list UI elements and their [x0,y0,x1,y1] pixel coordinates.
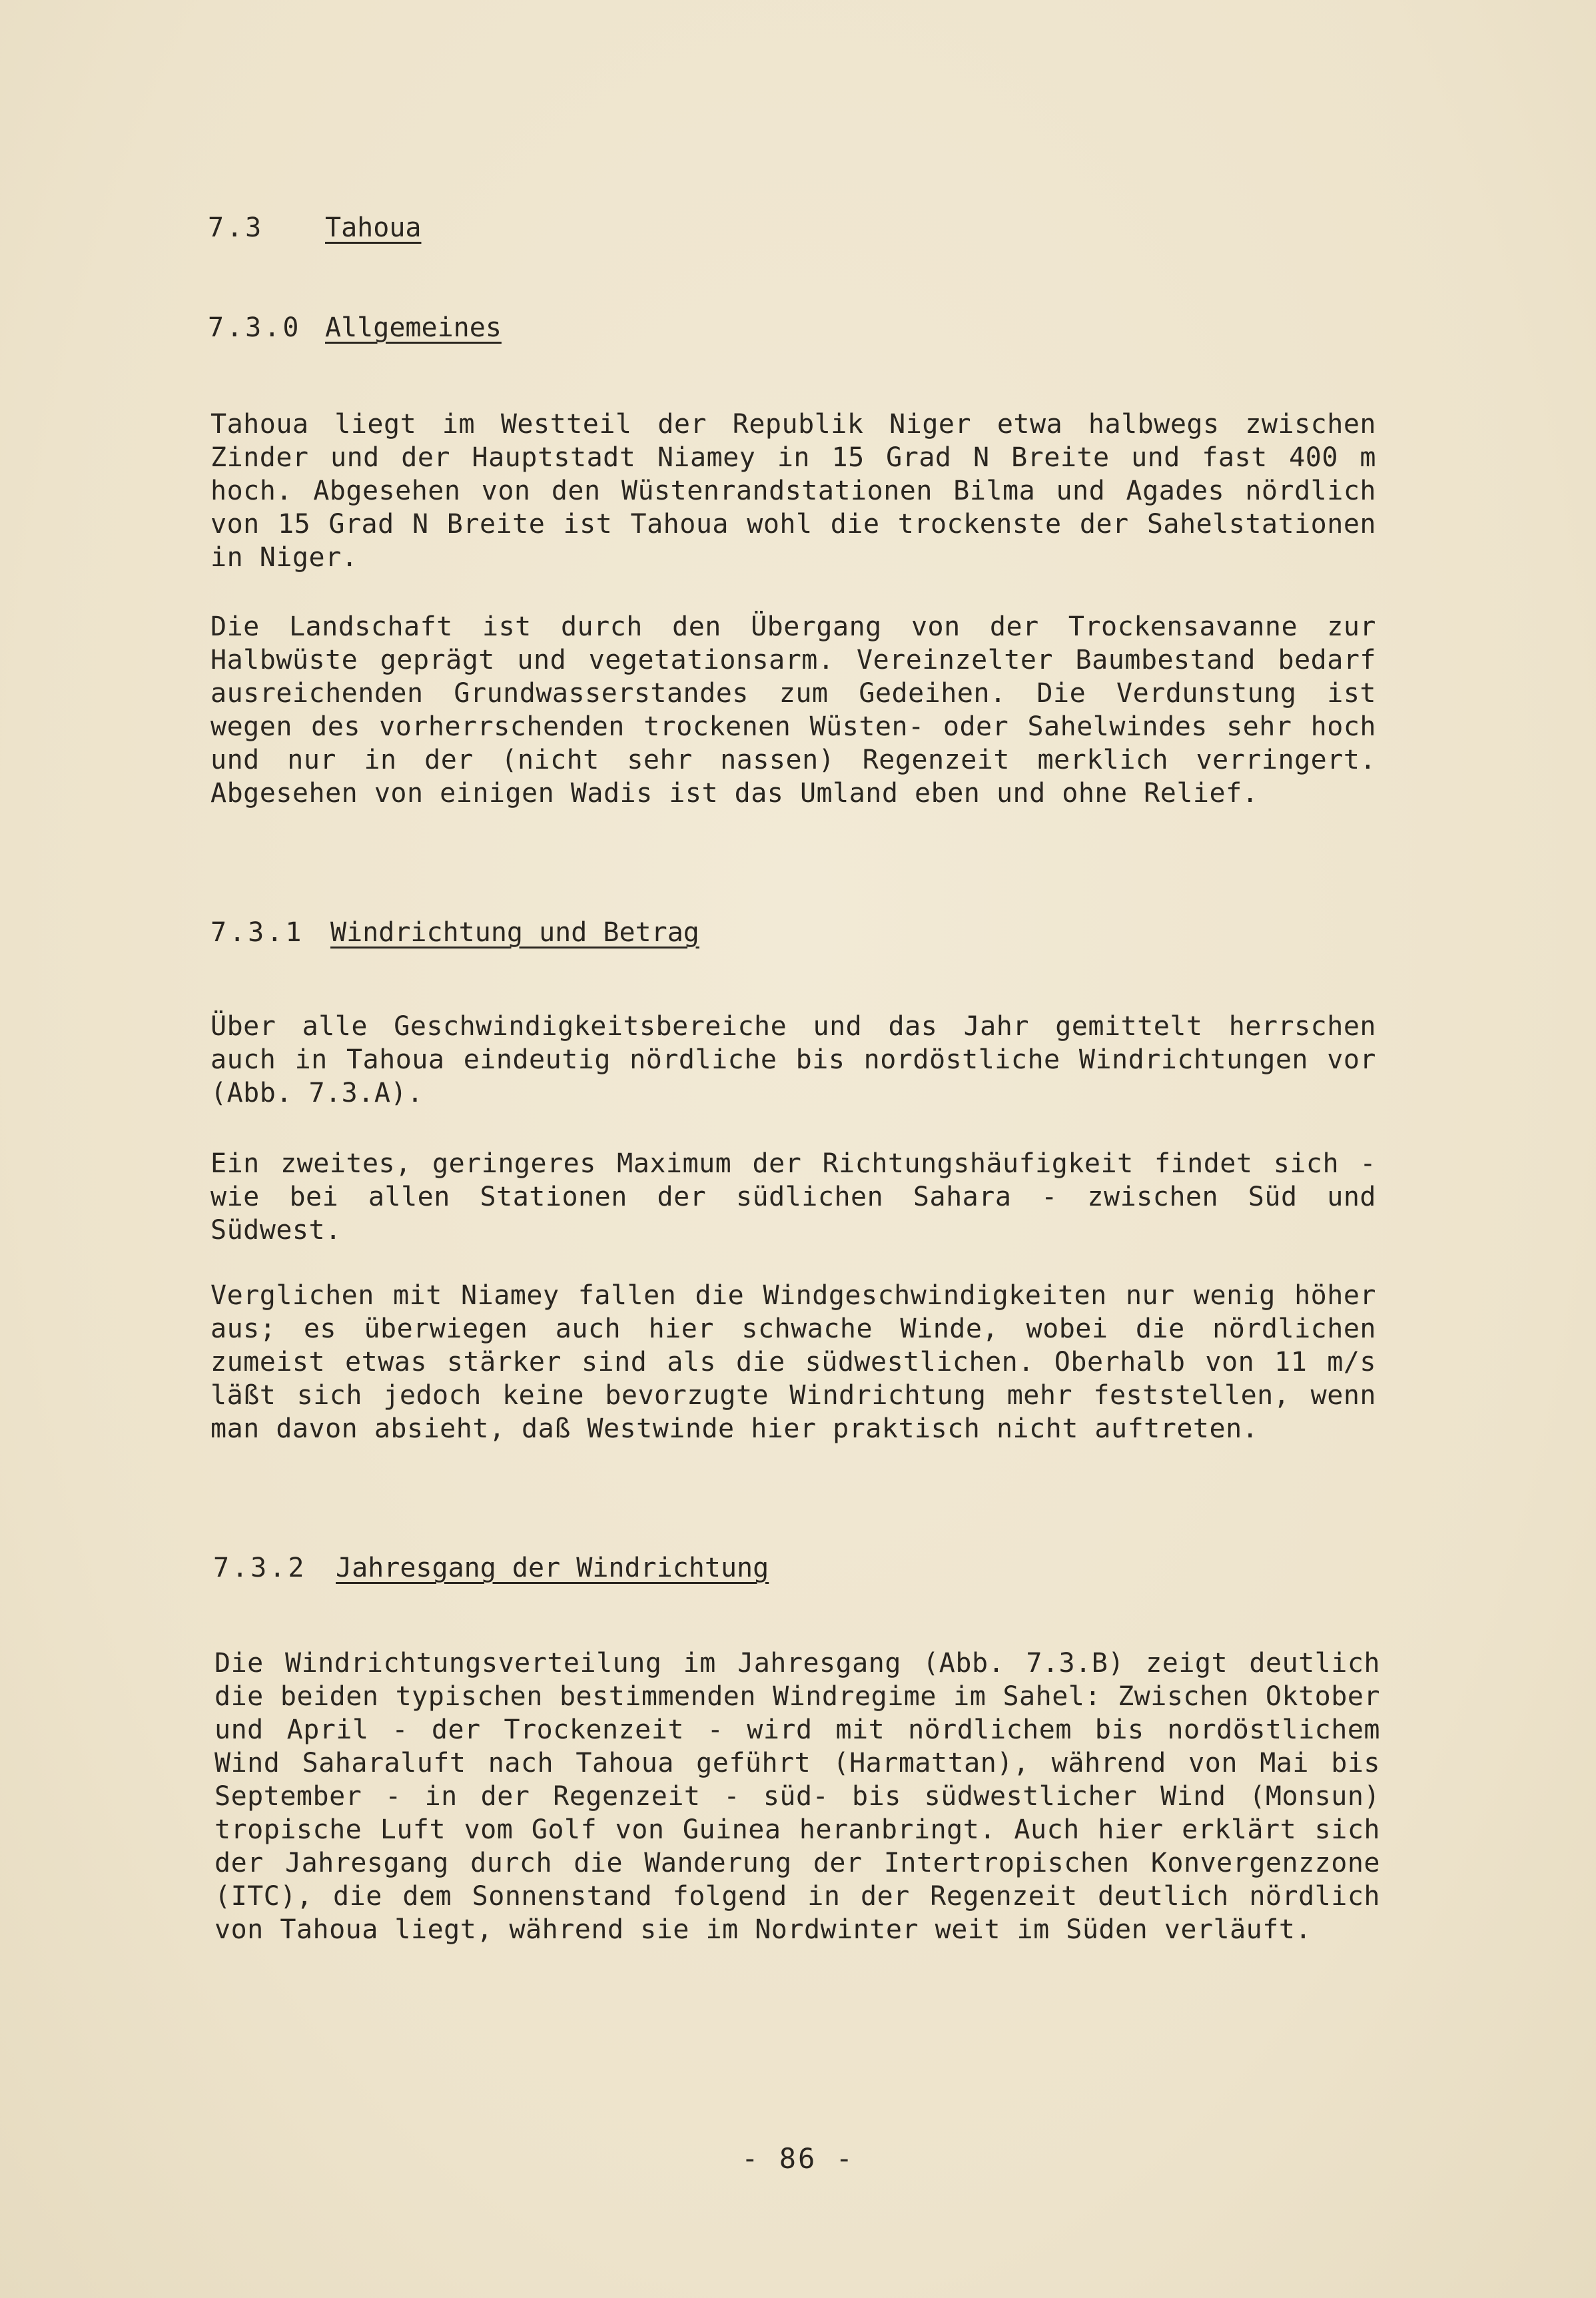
paragraph-annual-cycle: Die Windrichtungsverteilung im Jahresgang (Abb. 7.3.B) zeigt deutlich die beiden typischen bestimmenden Windregime im Sahel: Zwischen Oktober und April - der Trockenzeit - wird mit nördlichem bis nordöstlichem Wind Saharaluft nach Tahoua geführt (Harmattan), während von Mai bis September - in der Regenzeit - süd- bis südwestlicher Wind (Monsun) tropische Luft vom Golf von Guinea heranbringt. Auch hier erklärt sich der Jahresgang durch die Wanderung der Intertropischen Konvergenzzone (ITC), die dem Sonnenstand folgend in der Regenzeit deutlich nördlich von Tahoua liegt, während sie im Nordwinter weit im Süden verläuft. [214,1648,1380,1945]
section-number: 7.3.2 [213,1553,307,1583]
section-heading-7-3 [208,212,422,244]
section-title: Windrichtung und Betrag [330,917,699,948]
section-number: 7.3.0 [208,312,302,343]
page-number: - 86 - [741,2142,855,2175]
section-title: Allgemeines [325,312,502,343]
paragraph-wind-direction: Über alle Geschwindigkeitsbereiche und das Jahr gemittelt herrschen auch in Tahoua eindeutig nördliche bis nordöstliche Windrichtungen vor (Abb. 7.3.A). [210,1011,1376,1108]
section-heading-7-3-2 [213,1552,769,1584]
section-number: 7.3 [208,212,264,243]
paragraph-intro: Tahoua liegt im Westteil der Republik Niger etwa halbwegs zwischen Zinder und der Hauptstadt Niamey in 15 Grad N Breite und fast 400 m hoch. Abgesehen von den Wüstenrandstationen Bilma und Agades nördlich von 15 Grad N Breite ist Tahoua wohl die trockenste der Sahelstationen in Niger. [210,409,1376,573]
paragraph-landscape: Die Landschaft ist durch den Übergang von der Trockensavanne zur Halbwüste geprägt und vegetationsarm. Vereinzelter Baumbestand bedarf ausreichenden Grundwasserstandes zum Gedeihen. Die Verdunstung ist wegen des vorherrschenden trockenen Wüsten- oder Sahelwindes sehr hoch und nur in der (nicht sehr nassen) Regenzeit merklich verringert. Abgesehen von einigen Wadis ist das Umland eben und ohne Relief. [210,611,1376,809]
section-number: 7.3.1 [210,917,304,948]
paragraph-wind-speed: Verglichen mit Niamey fallen die Windgeschwindigkeiten nur wenig höher aus; es überwiegen auch hier schwache Winde, wobei die nördlichen zumeist etwas stärker sind als die südwestlichen. Oberhalb von 11 m/s läßt sich jedoch keine bevorzugte Windrichtung mehr feststellen, wenn man davon absieht, daß Westwinde hier praktisch nicht auftreten. [210,1280,1376,1444]
section-heading-7-3-1 [210,917,699,949]
section-heading-7-3-0 [208,312,502,344]
section-title: Jahresgang der Windrichtung [336,1553,769,1583]
paragraph-second-maximum: Ein zweites, geringeres Maximum der Richtungshäufigkeit findet sich - wie bei allen Stationen der südlichen Sahara - zwischen Süd und Südwest. [210,1148,1376,1246]
section-title: Tahoua [325,212,422,243]
